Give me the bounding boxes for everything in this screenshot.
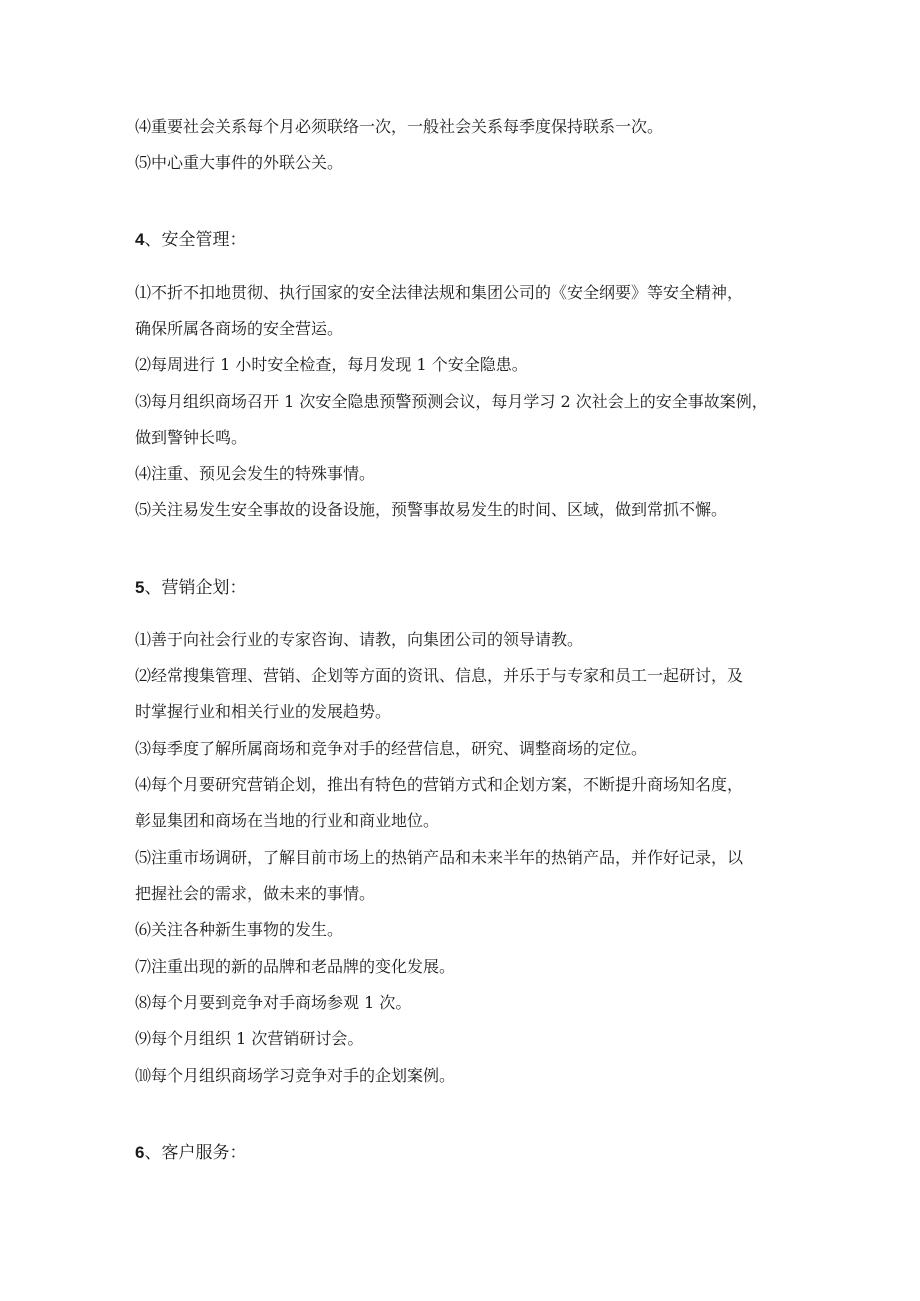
section5-item-5: ⑸注重市场调研，了解目前市场上的热销产品和未来半年的热销产品，并作好记录，以 (135, 848, 744, 867)
section4-heading (135, 229, 246, 251)
section5-item-7: ⑺注重出现的新的品牌和老品牌的变化发展。 (135, 957, 456, 976)
section6-heading (135, 1142, 246, 1164)
section4-item-2: ⑵每周进行 1 小时安全检查，每月发现 1 个安全隐患。 (135, 355, 528, 374)
section4-item-1: ⑴不折不扣地贯彻、执行国家的安全法律法规和集团公司的《安全纲要》等安全精神， (135, 283, 744, 302)
section5-item-5-cont: 把握社会的需求，做未来的事情。 (135, 884, 376, 903)
section5-item-8: ⑻每个月要到竞争对手商场参观 1 次。 (135, 993, 412, 1012)
section4-item-3: ⑶每月组织商场召开 1 次安全隐患预警预测会议，每月学习 2 次社会上的安全事故案例， (135, 392, 768, 411)
section5-item-4-cont: 彰显集团和商场在当地的行业和商业地位。 (135, 811, 440, 830)
section4-item-4: ⑷注重、预见会发生的特殊事情。 (135, 464, 376, 483)
section5-item-1: ⑴善于向社会行业的专家咨询、请教，向集团公司的领导请教。 (135, 630, 584, 649)
section5-item-3: ⑶每季度了解所属商场和竞争对手的经营信息，研究、调整商场的定位。 (135, 739, 648, 758)
section5-title: 、营销企划： (144, 578, 247, 598)
section5-item-2-cont: 时掌握行业和相关行业的发展趋势。 (135, 702, 392, 721)
section5-number: 5 (135, 578, 145, 597)
section5-item-9: ⑼每个月组织 1 次营销研讨会。 (135, 1029, 364, 1048)
section6-title: 、客户服务： (144, 1143, 247, 1163)
section5-item-4: ⑷每个月要研究营销企划，推出有特色的营销方式和企划方案，不断提升商场知名度， (135, 775, 744, 794)
section5-heading (135, 577, 246, 599)
section4-item-3-cont: 做到警钟长鸣。 (135, 428, 248, 447)
section4-item-5: ⑸关注易发生安全事故的设备设施，预警事故易发生的时间、区域，做到常抓不懈。 (135, 500, 728, 519)
section5-item-6: ⑹关注各种新生事物的发生。 (135, 920, 344, 939)
section4-number: 4 (135, 230, 145, 249)
section3-item-5: ⑸中心重大事件的外联公关。 (135, 153, 344, 172)
section3-item-4: ⑷重要社会关系每个月必须联络一次，一般社会关系每季度保持联系一次。 (135, 117, 664, 136)
section5-item-10: ⑽每个月组织商场学习竞争对手的企划案例。 (135, 1066, 456, 1085)
section4-title: 、安全管理： (144, 230, 247, 250)
section6-number: 6 (135, 1143, 145, 1162)
section5-item-2: ⑵经常搜集管理、营销、企划等方面的资讯、信息，并乐于与专家和员工一起研讨，及 (135, 666, 744, 685)
section4-item-1-cont: 确保所属各商场的安全营运。 (135, 319, 344, 338)
